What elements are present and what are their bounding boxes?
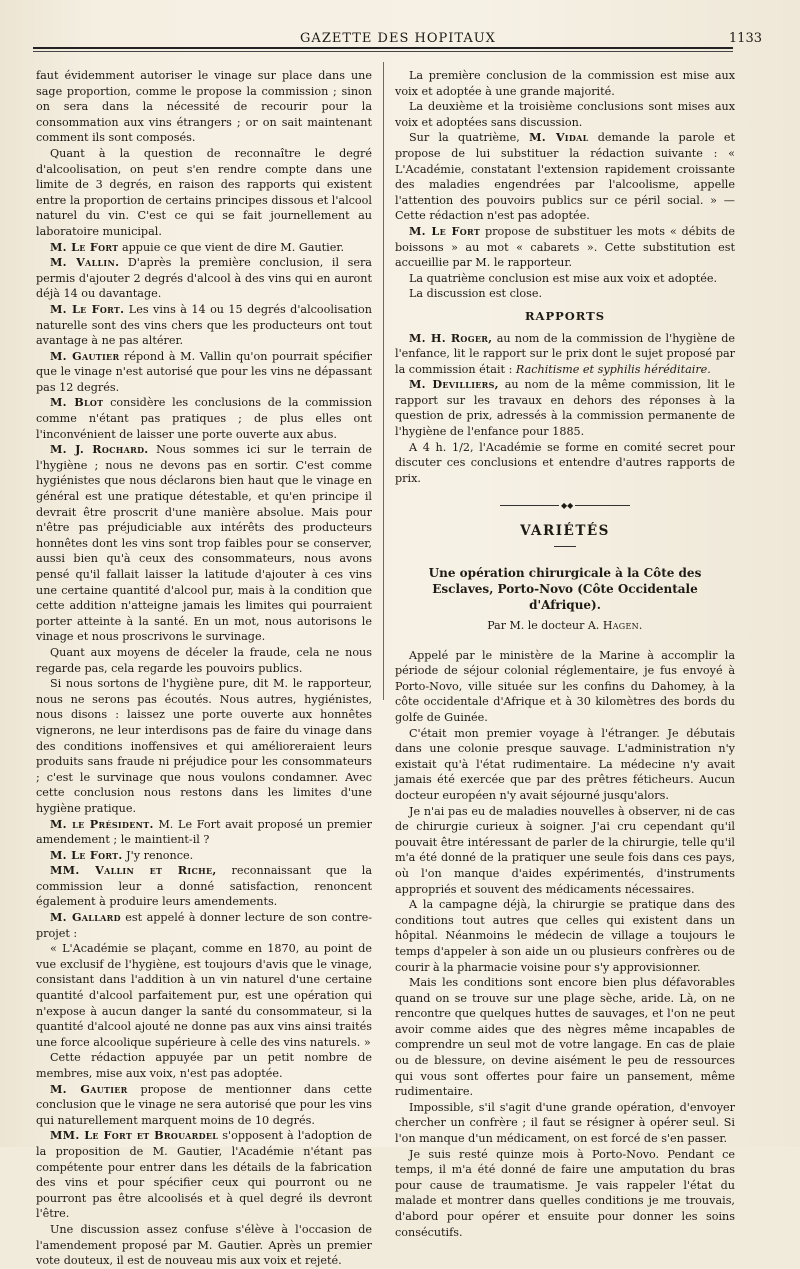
paragraph: Une discussion assez confuse s'élève à l'occasion de l'amendement proposé par M. Gautier. Après un premier vote douteux, il est de nouveau mis aux voix et rejeté.: [36, 1222, 372, 1268]
paragraph-text: J'y renonce.: [126, 848, 194, 862]
paragraph: [36, 240, 372, 256]
paragraph: [36, 817, 372, 848]
article-title: Une opération chirurgicale à la Côte des Esclaves, Porto-Novo (Côte Occidentale d'Afrique).: [428, 566, 702, 613]
speaker-name: M. Gallard: [50, 910, 121, 925]
paragraph-text: appuie ce que vient de dire M. Gautier.: [121, 240, 345, 254]
speaker-name: M. Le Fort.: [50, 847, 123, 862]
paragraph-text: propose de mentionner dans cette conclusion que le vinage ne sera autorisé que pour les vins qui naturellement marquent moins de 10 degrés.: [36, 1082, 372, 1127]
paragraph-text: propose de substituer les mots « débits de boissons » au mot « cabarets ». Cette substitution est accueillie par M. le rapporteur.: [395, 224, 735, 270]
paragraph: [36, 302, 372, 349]
paragraph: Mais les conditions sont encore bien plus défavorables quand on se trouve sur une plage sèche, aride. Là, on ne rencontre que quelques huttes de sauvages, et l'on ne peut avoir comme aides que des nègres même incapables de comprendre un seul mot de votre langage. En cas de plaie ou de blessure, on devine aisément le peu de ressources qui vous sont offertes pour faire un pansement, même rudimentaire.: [395, 976, 735, 1099]
right-column: [395, 68, 736, 1239]
paragraph: [36, 1082, 372, 1129]
speaker-name: M. J. Rochard.: [50, 442, 149, 457]
speaker-name: M. Gautier: [50, 348, 120, 363]
paragraph: [36, 910, 372, 941]
paragraph: La quatrième conclusion est mise aux voix et adoptée.: [409, 271, 718, 285]
paragraph-text: D'après la première conclusion, il sera permis d'ajouter 2 degrés d'alcool à des vins qui en auront déjà 14 ou davantage.: [36, 256, 372, 301]
speaker-name: M. Le Fort: [409, 223, 481, 238]
speaker-name: MM. Vallin et Riche,: [50, 863, 217, 878]
page-number: 1133: [728, 31, 762, 46]
paragraph-text: M. Le Fort avait proposé un premier amendement ; le maintient-il ?: [36, 817, 373, 847]
paragraph: [395, 377, 735, 439]
paragraph: [36, 848, 372, 864]
paragraph: [36, 255, 372, 302]
speaker-name: M. Vallin.: [50, 255, 120, 270]
speaker-name: M. Le Fort: [50, 239, 119, 254]
speaker-name: M. Le Fort.: [50, 301, 125, 316]
paragraph-text: s'opposent à l'adoption de la proposition de M. Gautier, l'Académie n'étant pas compétente pour entrer dans les détails de la fabrication des vins et pour spécifier ceux qui pourront ou ne pourront pas être alcoolisés et à quel degré ils devront l'être.: [36, 1129, 372, 1221]
paragraph: [36, 442, 372, 645]
paragraph-text: Nous sommes ici sur le terrain de l'hygiène ; nous ne devons pas en sortir. C'est comme hygiénistes que nous déclarons bien haut que le vinage en général est une pratique détestable, et qu'en principe il devrait être proscrit d'une manière absolue. Mais pour n'être pas préjudiciable aux intérêts des producteurs honnêtes dont les vins sont trop faibles pour se conserver, aussi bien qu'à ceux des consommateurs, nous avons pensé qu'il fallait laisser la latitude d'ajouter à ces vins une certaine quantité d'alcool pur, mais à la condition que cette addition n'atteigne jamais les limites qui pourraient porter atteinte à la santé. En un mot, nous autorisons le vinage et nous proscrivons le survinage.: [36, 443, 372, 644]
paragraph-text: Les vins à 14 ou 15 degrés d'alcoolisation naturelle sont des vins chers que les producteurs ont tout avantage à ne pas altérer.: [36, 302, 372, 348]
speaker-name: M. H. Roger,: [409, 330, 493, 345]
header-rule: [33, 47, 733, 49]
paragraph: [36, 395, 372, 442]
section-heading-varietes: VARIÉTÉS: [520, 523, 610, 540]
paragraph-text: considère les conclusions de la commission comme n'étant pas pratiques ; de plus elles ont l'inconvénient de laisser une porte ouverte aux abus.: [36, 396, 372, 441]
left-column: [36, 68, 373, 1268]
paragraph: [36, 1128, 372, 1222]
paragraph: [36, 863, 372, 910]
short-rule: [554, 546, 576, 547]
paragraph: [395, 224, 735, 271]
section-heading-rapports: RAPPORTS: [524, 308, 605, 323]
paragraph-text: répond à M. Vallin qu'on pourrait spécifier que le vinage n'est autorisé que pour les vins ne dépassant pas 12 degrés.: [36, 349, 373, 394]
header-rule-thin: [33, 51, 733, 52]
speaker-name: MM. Le Fort et Brouardel: [50, 1128, 219, 1143]
paragraph-text: est appelé à donner lecture de son contre-projet :: [36, 911, 372, 940]
paragraph: Quant à la question de reconnaître le degré d'alcoolisation, on peut s'en rendre compte dans une limite de 3 degrés, en raison des rapports qui existent entre la proportion de certains principes dissous et l'alcool naturel du vin. C'est ce qui se fait journellement au laboratoire municipal.: [36, 146, 372, 238]
ornament-dot: ◆◆: [561, 501, 574, 511]
column-divider: [383, 62, 384, 700]
paragraph-text: Sur la quatrième,: [409, 131, 520, 145]
paragraph: Si nous sortons de l'hygiène pure, dit M. le rapporteur, nous ne serons pas écoutés. Nous autres, hygiénistes, nous disons : laissez une porte ouverte aux honnêtes vignerons, ne leur interdisons pas de faire du vinage dans des conditions inoffensives et qui amélioreraient leurs produits sans fraude ni préjudice pour les consommateurs ; c'est le survinage que nous voulons condamner. Avec cette conclusion nous restons dans les limites d'une hygiène pratique.: [36, 677, 372, 815]
paragraph: Impossible, s'il s'agit d'une grande opération, d'envoyer chercher un confrère ; il faut se résigner à opérer seul. Si l'on manque d'un médicament, on est forcé de s'en passer.: [395, 1100, 735, 1146]
ornament-divider: [500, 502, 630, 510]
paragraph: La discussion est close.: [409, 287, 543, 301]
speaker-name: M. Blot: [50, 395, 104, 410]
report-title: Rachitisme et syphilis héréditaire.: [515, 362, 711, 376]
paragraph: A 4 h. 1/2, l'Académie se forme en comité secret pour discuter ces conclusions et entendre d'autres rapports de prix.: [395, 440, 735, 485]
speaker-name: M. Vidal: [529, 130, 589, 145]
paragraph: Appelé par le ministère de la Marine à accomplir la période de séjour colonial réglementaire, je fus envoyé à Porto-Novo, ville située sur les confins du Dahomey, à la côte occidentale d'Afrique et à 30 kilomètres des bords du golfe de Guinée.: [395, 648, 735, 724]
speaker-name: M. le Président.: [50, 816, 154, 831]
paragraph: A la campagne déjà, la chirurgie se pratique dans des conditions tout autres que celles qui existent dans un hôpital. Néanmoins le médecin de village a toujours le temps d'appeler à son aide un ou plusieurs confrères ou de courir à la pharmacie voisine pour s'y approvisionner.: [395, 898, 735, 974]
article-byline: [395, 618, 735, 634]
paragraph-text: au nom de la commission de l'hygiène de l'enfance, lit le rapport sur le prix dont le sujet proposé par la commission était :: [395, 331, 736, 376]
paragraph: C'était mon premier voyage à l'étranger. Je débutais dans une colonie presque sauvage. L'administration n'y existait qu'à l'état rudimentaire. La médecine n'y avait jamais été exercée que par des prêtres féticheurs. Aucun docteur européen n'y avait séjourné jusqu'alors.: [395, 726, 735, 802]
paragraph: [395, 331, 735, 378]
paragraph: Je suis resté quinze mois à Porto-Novo. Pendant ce temps, il m'a été donné de faire une amputation du bras pour cause de traumatisme. Je vais rappeler l'état du malade et montrer dans quelles conditions je me trouvais, d'abord pour opérer et ensuite pour donner les soins consécutifs.: [395, 1147, 735, 1239]
paragraph: « L'Académie se plaçant, comme en 1870, au point de vue exclusif de l'hygiène, est toujours d'avis que le vinage, consistant dans l'addition à un vin naturel d'une certaine quantité d'alcool parfaitement pur, est une opération qui n'expose à aucun danger la santé du consommateur, si la quantité d'alcool ajouté ne donne pas aux vins ainsi traités une force alcoolique supérieure à celle des vins naturels. »: [36, 942, 372, 1049]
author-name: Hagen.: [602, 619, 643, 633]
paragraph-text: au nom de la même commission, lit le rapport sur les travaux en dehors des réponses à la question de prix, adressés à la commission permanente de l'hygiène de l'enfance pour 1885.: [395, 378, 735, 439]
paragraph-text: demande la parole et propose de lui substituer la rédaction suivante : « L'Académie, constatant l'extension rapidement croissante des maladies engendrées par l'alcoolisme, appelle l'attention des pouvoirs publics sur ce péril social. » — Cette rédaction n'est pas adoptée.: [395, 131, 736, 223]
paragraph: Cette rédaction appuyée par un petit nombre de membres, mise aux voix, n'est pas adoptée.: [36, 1051, 372, 1080]
speaker-name: M. Gautier: [50, 1081, 128, 1096]
paragraph: Je n'ai pas eu de maladies nouvelles à observer, ni de cas de chirurgie curieux à soigner. J'ai cru cependant qu'il pouvait être intéressant de parler de la chirurgie, telle qu'il m'a été donné de la pratiquer une seule fois dans ces pays, où l'on manque d'aides expérimentés, d'instruments appropriés et souvent des médicaments nécessaires.: [395, 804, 735, 896]
paragraph: [395, 130, 735, 224]
paragraph-text: reconnaissant que la commission leur a donné satisfaction, renoncent également à produire leurs amendements.: [36, 864, 372, 909]
paragraph: faut évidemment autoriser le vinage sur place dans une sage proportion, comme le propose la commission ; sinon on sera dans la nécessité de recourir pour la consommation aux vins étrangers ; or on sait maintenant comment ils sont composés.: [36, 69, 372, 145]
paragraph: Quant aux moyens de déceler la fraude, cela ne nous regarde pas, cela regarde les pouvoirs publics.: [36, 645, 372, 675]
paragraph: [36, 349, 372, 396]
paragraph: La première conclusion de la commission est mise aux voix et adoptée à une grande majorité.: [395, 69, 735, 98]
running-title: GAZETTE DES HOPITAUX: [300, 31, 496, 46]
speaker-name: M. Devilliers,: [409, 377, 499, 392]
paragraph: La deuxième et la troisième conclusions sont mises aux voix et adoptées sans discussion.: [395, 100, 735, 129]
byline-text: Par M. le docteur A.: [487, 619, 600, 633]
